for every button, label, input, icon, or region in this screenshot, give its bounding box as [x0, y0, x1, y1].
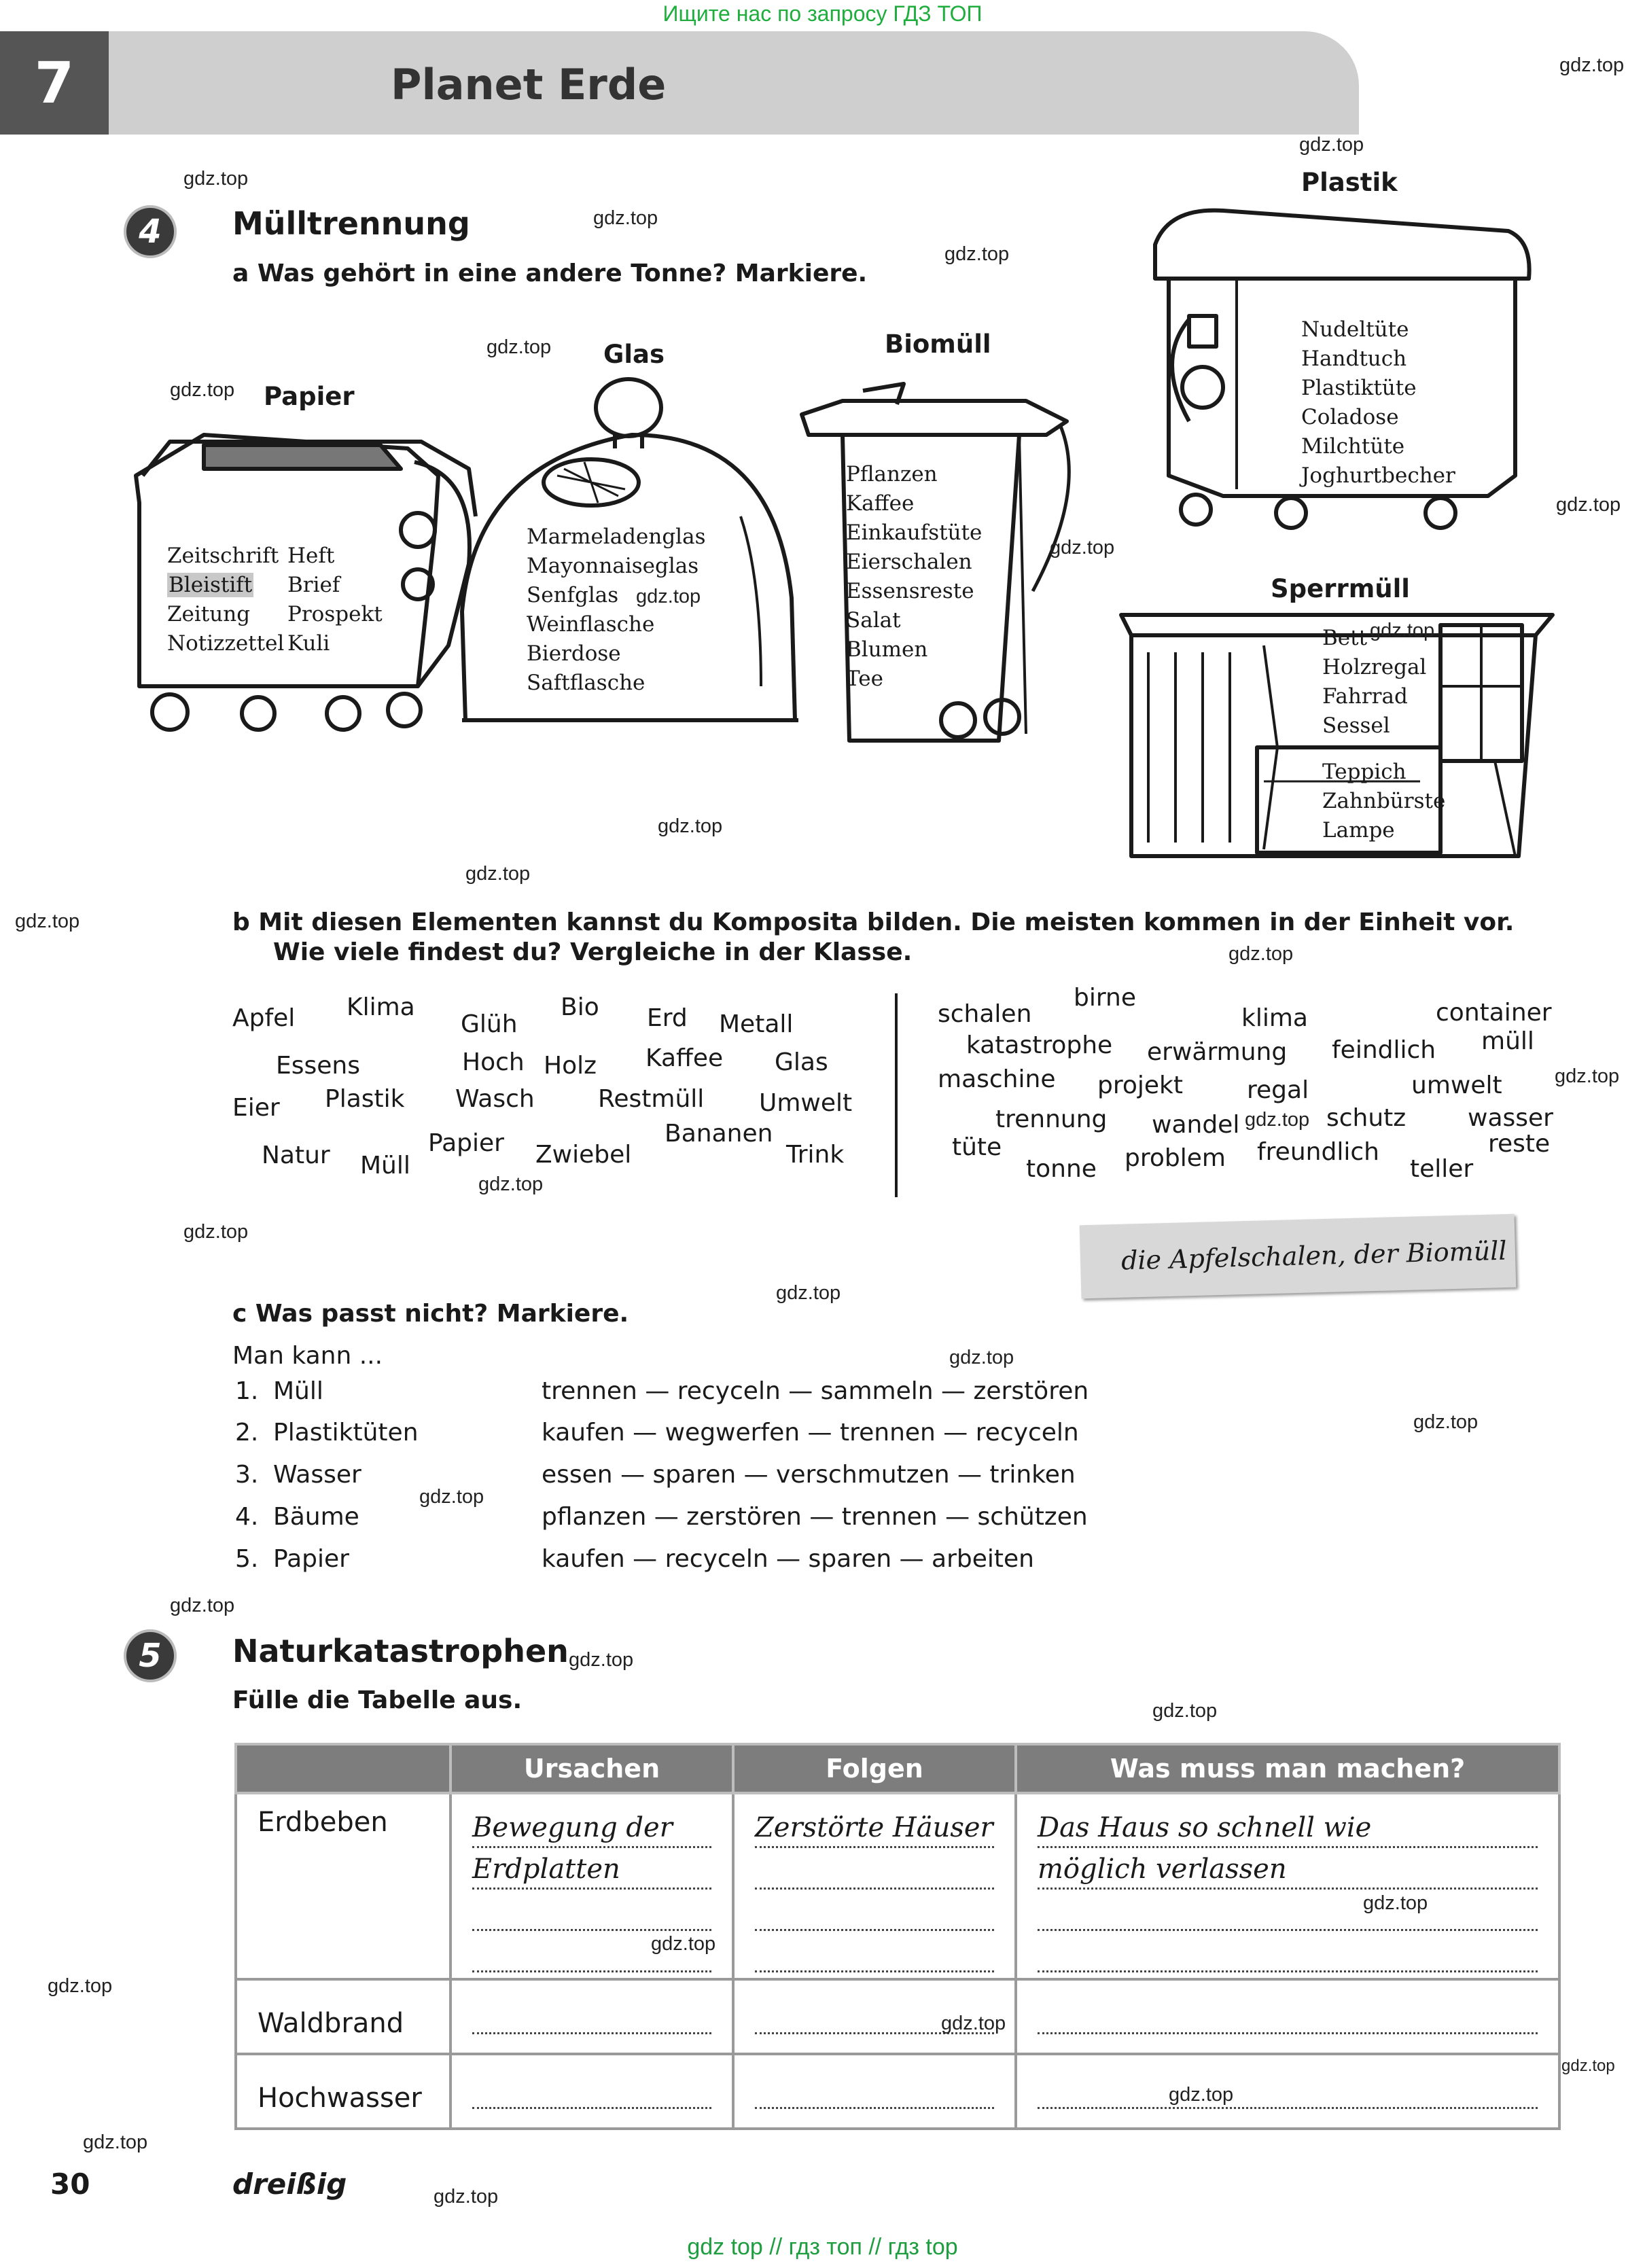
watermark[interactable]: gdz.top: [593, 207, 658, 229]
word-element[interactable]: erwärmung: [1147, 1038, 1288, 1066]
item-verbs[interactable]: kaufen — recyceln — sparen — arbeiten: [542, 1545, 1034, 1573]
sperrmuell-items-bottom: [1322, 758, 1445, 845]
list-item[interactable]: Pflanzen: [846, 462, 938, 486]
exercise-4-title: Mülltrennung: [232, 205, 470, 242]
task-4c-intro: Man kann ...: [232, 1342, 383, 1370]
row-label: Hochwasser: [236, 2054, 450, 2129]
list-item[interactable]: Tee: [846, 667, 883, 691]
word-element[interactable]: Papier: [428, 1129, 504, 1157]
watermark[interactable]: gdz.top: [1561, 2057, 1615, 2075]
watermark[interactable]: gdz.top: [183, 1221, 249, 1243]
list-item[interactable]: Weinflasche: [527, 612, 655, 637]
exercise-5-title: Naturkatastrophen: [232, 1633, 569, 1669]
list-item[interactable]: Notizzettel: [167, 631, 285, 656]
word-element[interactable]: wasser: [1468, 1104, 1553, 1132]
word-element[interactable]: klima: [1241, 1004, 1308, 1032]
highlighted-word: Bleistift: [169, 573, 253, 597]
word-element[interactable]: Hoch: [462, 1048, 525, 1076]
list-item[interactable]: Blumen: [846, 637, 928, 662]
word-element[interactable]: container: [1436, 999, 1552, 1027]
word-element[interactable]: Apfel: [232, 1004, 296, 1032]
watermark[interactable]: gdz.top: [48, 1975, 113, 1997]
watermark[interactable]: gdz.top: [1228, 943, 1294, 965]
list-item[interactable]: Joghurtbecher: [1301, 463, 1455, 488]
exercise-5-number: 5: [124, 1629, 177, 1682]
task-4b-line1: b Mit diesen Elementen kannst du Komposita bilden. Die meisten kommen in der Einheit vor.: [232, 908, 1515, 936]
word-element[interactable]: problem: [1125, 1144, 1226, 1172]
watermark[interactable]: gdz.top: [1169, 2084, 1234, 2106]
exercise-5-task: Fülle die Tabelle aus.: [232, 1686, 523, 1714]
table-header: Folgen: [733, 1744, 1016, 1793]
blank-line: [755, 1890, 994, 1931]
list-item[interactable]: Holzregal: [1322, 655, 1427, 679]
list-item[interactable]: Fahrrad: [1322, 684, 1408, 709]
item-noun: Plastiktüten: [273, 1419, 419, 1447]
blank-line: [472, 1993, 711, 2034]
item-noun: Wasser: [273, 1461, 361, 1489]
disaster-table: [234, 1743, 1561, 2130]
watermark[interactable]: gdz.top: [478, 1173, 544, 1195]
word-element[interactable]: Metall: [719, 1010, 794, 1038]
list-item[interactable]: Zeitung: [167, 602, 251, 626]
item-number: 3.: [235, 1461, 259, 1489]
watermark[interactable]: gdz.top: [1370, 620, 1435, 641]
handwritten-answer: Bewegung der: [472, 1807, 711, 1848]
word-element[interactable]: wandel: [1152, 1111, 1240, 1139]
watermark[interactable]: gdz.top: [941, 2013, 1006, 2034]
blank-line: [755, 1848, 994, 1890]
table-row: [236, 1979, 1559, 2054]
word-element[interactable]: feindlich: [1332, 1036, 1436, 1064]
word-element[interactable]: Klima: [347, 993, 415, 1021]
watermark[interactable]: gdz.top: [658, 815, 723, 837]
item-number: 4.: [235, 1503, 259, 1531]
exercise-4-number: 4: [124, 205, 177, 258]
plastik-items: [1301, 315, 1455, 491]
answer-cell[interactable]: [450, 1979, 733, 2054]
label-glas: Glas: [603, 340, 665, 369]
list-item[interactable]: Sessel: [1322, 713, 1390, 738]
row-label: Waldbrand: [236, 1979, 450, 2054]
word-element[interactable]: katastrophe: [966, 1031, 1113, 1059]
list-item[interactable]: Einkaufstüte: [846, 520, 983, 545]
watermark[interactable]: gdz.top: [569, 1649, 634, 1671]
chapter-title: Planet Erde: [391, 60, 667, 109]
list-item[interactable]: Milchtüte: [1301, 434, 1405, 459]
task-4a: a Was gehört in eine andere Tonne? Markiere.: [232, 260, 868, 287]
word-element[interactable]: reste: [1488, 1130, 1551, 1158]
word-element[interactable]: Bio: [561, 993, 599, 1021]
word-element[interactable]: freundlich: [1257, 1138, 1379, 1166]
example-text: die Apfelschalen, der Biomüll: [1120, 1235, 1508, 1276]
watermark[interactable]: gdz.top: [83, 2131, 148, 2153]
item-verbs[interactable]: trennen — recyceln — sammeln — zerstören: [542, 1377, 1089, 1405]
page-number: 30: [50, 2167, 90, 2201]
list-item[interactable]: [167, 571, 284, 600]
word-element[interactable]: Restmüll: [598, 1085, 705, 1113]
list-item[interactable]: Teppich: [1322, 760, 1407, 784]
word-element[interactable]: Umwelt: [759, 1089, 853, 1117]
item-number: 5.: [235, 1545, 259, 1573]
watermark[interactable]: gdz.top: [465, 863, 531, 885]
chapter-number: 7: [0, 31, 109, 135]
watermark[interactable]: gdz.top: [1559, 54, 1625, 76]
blank-line: [472, 2068, 711, 2109]
item-number: 1.: [235, 1377, 259, 1405]
list-item[interactable]: Coladose: [1301, 405, 1399, 429]
blank-line: [755, 2068, 994, 2109]
word-element[interactable]: umwelt: [1411, 1071, 1502, 1099]
biomuell-items: [846, 460, 982, 694]
list-item[interactable]: Saftflasche: [527, 671, 645, 695]
list-item[interactable]: Handtuch: [1301, 347, 1407, 371]
word-element[interactable]: Plastik: [325, 1085, 405, 1113]
watermark[interactable]: gdz.top: [1555, 1065, 1620, 1087]
watermark[interactable]: gdz.top: [183, 168, 249, 190]
bottom-banner[interactable]: gdz top // гдз топ // гдз top: [687, 2234, 958, 2260]
watermark[interactable]: gdz.top: [1363, 1892, 1428, 1914]
answer-cell[interactable]: [1016, 2054, 1559, 2129]
item-noun: Müll: [273, 1377, 323, 1405]
watermark[interactable]: gdz.top: [170, 1595, 235, 1616]
watermark[interactable]: gdz.top: [636, 586, 701, 607]
answer-cell[interactable]: [733, 1793, 1016, 1979]
word-element[interactable]: schalen: [938, 1000, 1032, 1028]
word-element[interactable]: Bananen: [665, 1120, 773, 1148]
watermark[interactable]: gdz.top: [170, 379, 235, 401]
word-element[interactable]: tüte: [952, 1133, 1002, 1161]
list-item[interactable]: Plastiktüte: [1301, 376, 1417, 400]
word-element[interactable]: Natur: [262, 1141, 330, 1169]
list-item[interactable]: Kuli: [287, 631, 330, 656]
answer-cell[interactable]: [450, 2054, 733, 2129]
papier-items-right: [287, 542, 383, 658]
answer-cell[interactable]: [1016, 1793, 1559, 1979]
list-item[interactable]: Zeitschrift: [167, 544, 279, 568]
list-item[interactable]: Lampe: [1322, 818, 1395, 843]
word-element[interactable]: trennung: [995, 1105, 1108, 1133]
item-verbs[interactable]: kaufen — wegwerfen — trennen — recyceln: [542, 1419, 1079, 1447]
word-element[interactable]: Kaffee: [645, 1044, 724, 1072]
word-element[interactable]: Eier: [232, 1094, 280, 1122]
watermark[interactable]: gdz.top: [1245, 1109, 1310, 1131]
item-noun: Bäume: [273, 1503, 359, 1531]
list-item[interactable]: Marmeladenglas: [527, 525, 706, 549]
list-item[interactable]: Brief: [287, 573, 340, 597]
list-item[interactable]: Eierschalen: [846, 550, 972, 574]
watermark[interactable]: gdz.top: [434, 2186, 499, 2208]
word-element[interactable]: regal: [1247, 1076, 1309, 1104]
watermark[interactable]: gdz.top: [776, 1282, 841, 1304]
watermark[interactable]: gdz.top: [944, 243, 1010, 265]
item-number: 2.: [235, 1419, 259, 1447]
handwritten-answer: Zerstörte Häuser: [755, 1807, 994, 1848]
item-verbs[interactable]: pflanzen — zerstören — trennen — schützen: [542, 1503, 1088, 1531]
list-item[interactable]: Bierdose: [527, 641, 621, 666]
word-element[interactable]: Glas: [775, 1048, 828, 1076]
word-element[interactable]: projekt: [1097, 1071, 1183, 1099]
list-item[interactable]: Senfglas: [527, 583, 619, 607]
blank-line: [1038, 1890, 1538, 1931]
list-item[interactable]: Kaffee: [846, 491, 915, 516]
word-element[interactable]: Erd: [647, 1004, 688, 1032]
answer-cell[interactable]: [733, 2054, 1016, 2129]
blank-line: [755, 1931, 994, 1972]
word-element[interactable]: maschine: [938, 1065, 1056, 1093]
list-item[interactable]: Salat: [846, 608, 901, 633]
word-element[interactable]: birne: [1074, 984, 1136, 1012]
watermark[interactable]: gdz.top: [1556, 494, 1621, 516]
label-papier: Papier: [264, 382, 355, 411]
list-item[interactable]: Prospekt: [287, 602, 383, 626]
list-item[interactable]: Essensreste: [846, 579, 974, 603]
watermark[interactable]: gdz.top: [1050, 537, 1115, 559]
row-label: Erdbeben: [236, 1793, 450, 1979]
glas-items: [527, 522, 706, 698]
watermark[interactable]: gdz.top: [1299, 134, 1364, 156]
item-noun: Papier: [273, 1545, 349, 1573]
item-verbs[interactable]: essen — sparen — verschmutzen — trinken: [542, 1461, 1076, 1489]
word-cloud-divider: [895, 993, 898, 1197]
word-element[interactable]: Wasch: [455, 1085, 535, 1113]
list-item[interactable]: Mayonnaiseglas: [527, 554, 699, 578]
handwritten-answer: Das Haus so schnell wie: [1038, 1807, 1538, 1848]
handwritten-answer: möglich verlassen: [1038, 1848, 1538, 1890]
blank-line: [1038, 2068, 1538, 2109]
blank-line: [1038, 1993, 1538, 2034]
list-item[interactable]: Zahnbürste: [1322, 789, 1446, 813]
answer-cell[interactable]: [1016, 1979, 1559, 2054]
top-banner[interactable]: Ищите нас по запросу ГДЗ ТОП: [662, 1, 983, 26]
list-item[interactable]: Nudeltüte: [1301, 317, 1409, 342]
word-element[interactable]: Essens: [276, 1052, 360, 1080]
table-row: [236, 2054, 1559, 2129]
word-element[interactable]: tonne: [1026, 1155, 1097, 1183]
label-biomuell: Biomüll: [885, 330, 991, 359]
papier-items-left: [167, 542, 284, 658]
page-word: dreißig: [232, 2167, 347, 2201]
blank-line: [472, 1890, 711, 1931]
watermark[interactable]: gdz.top: [949, 1347, 1014, 1368]
word-element[interactable]: Müll: [360, 1152, 410, 1180]
label-plastik: Plastik: [1301, 168, 1398, 197]
word-element[interactable]: schutz: [1326, 1104, 1407, 1132]
word-element[interactable]: teller: [1410, 1155, 1474, 1183]
table-header: Was muss man machen?: [1016, 1744, 1559, 1793]
watermark[interactable]: gdz.top: [651, 1933, 716, 1955]
table-header-empty: [236, 1744, 450, 1793]
word-element[interactable]: Holz: [544, 1052, 597, 1080]
handwritten-answer: Erdplatten: [472, 1848, 711, 1890]
word-element[interactable]: Glüh: [461, 1010, 518, 1038]
blank-line: [1038, 1931, 1538, 1972]
watermark[interactable]: gdz.top: [1413, 1411, 1479, 1433]
watermark[interactable]: gdz.top: [15, 910, 80, 932]
word-element[interactable]: Trink: [786, 1141, 845, 1169]
word-element[interactable]: müll: [1481, 1027, 1534, 1055]
watermark[interactable]: gdz.top: [487, 336, 552, 358]
word-element[interactable]: Zwiebel: [535, 1141, 632, 1169]
list-item[interactable]: Heft: [287, 544, 335, 568]
list-item[interactable]: Bett: [1322, 626, 1368, 650]
table-row: [236, 1793, 1559, 1979]
table-header: Ursachen: [450, 1744, 733, 1793]
watermark[interactable]: gdz.top: [1152, 1700, 1218, 1722]
watermark[interactable]: gdz.top: [419, 1486, 484, 1508]
label-sperrmuell: Sperrmüll: [1271, 574, 1410, 603]
task-4b-line2: Wie viele findest du? Vergleiche in der Klasse.: [273, 938, 913, 966]
task-4c: c Was passt nicht? Markiere.: [232, 1300, 629, 1328]
